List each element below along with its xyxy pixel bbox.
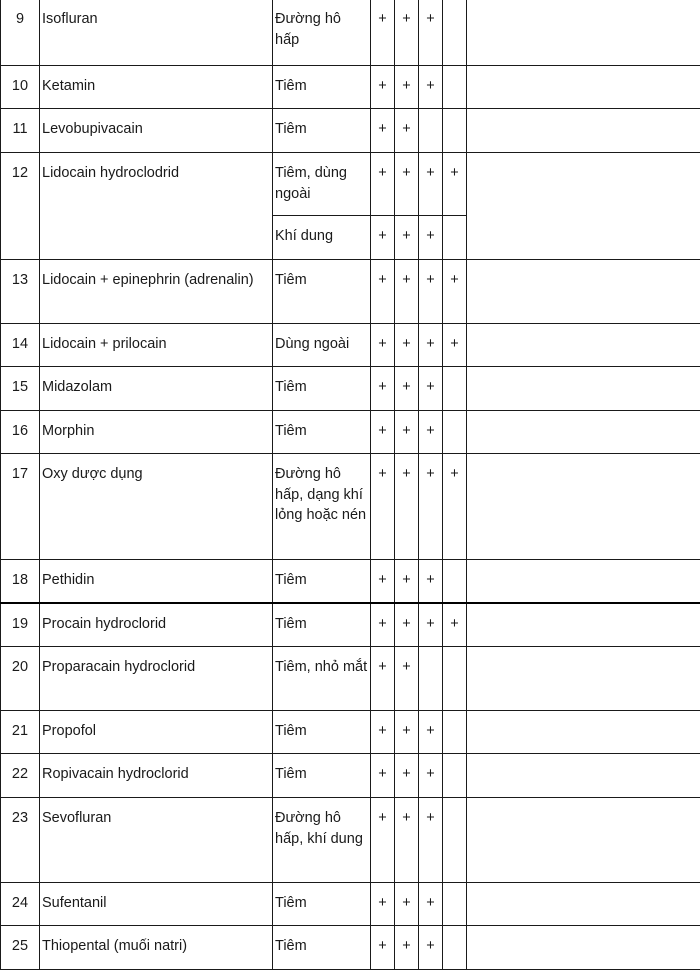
notes-cell (467, 603, 700, 647)
row-number: 24 (1, 883, 40, 926)
level-mark: + (371, 260, 395, 324)
drug-name: Sevofluran (40, 798, 273, 883)
drug-name: Lidocain hydroclodrid (40, 153, 273, 260)
route-of-administration: Tiêm (273, 603, 371, 647)
level-mark: + (371, 324, 395, 367)
level-mark: + (371, 711, 395, 754)
drug-name: Oxy dược dụng (40, 454, 273, 560)
level-mark: + (395, 798, 419, 883)
row-number: 9 (1, 0, 40, 66)
table-row (1, 0, 700, 66)
level-mark (443, 367, 467, 411)
route-of-administration: Dùng ngoài (273, 324, 371, 367)
notes-cell (467, 883, 700, 926)
level-mark: + (395, 66, 419, 109)
level-mark: + (419, 66, 443, 109)
level-mark: + (395, 711, 419, 754)
notes-cell (467, 754, 700, 798)
level-mark: + (443, 324, 467, 367)
table-row (1, 411, 700, 454)
table-row (1, 324, 700, 367)
route-of-administration: Tiêm, dùng ngoài (273, 153, 371, 216)
level-mark: + (419, 153, 443, 216)
route-of-administration: Tiêm (273, 883, 371, 926)
route-of-administration: Đường hô hấp (273, 0, 371, 66)
level-mark (443, 647, 467, 711)
level-mark: + (371, 367, 395, 411)
table-row (1, 798, 700, 883)
drug-name: Sufentanil (40, 883, 273, 926)
row-number: 21 (1, 711, 40, 754)
route-of-administration: Tiêm (273, 109, 371, 153)
drug-name: Lidocain + prilocain (40, 324, 273, 367)
row-number: 19 (1, 603, 40, 647)
level-mark: + (419, 883, 443, 926)
table-row (1, 260, 700, 324)
drug-name: Midazolam (40, 367, 273, 411)
drug-name: Propofol (40, 711, 273, 754)
level-mark: + (395, 926, 419, 970)
level-mark: + (395, 754, 419, 798)
level-mark: + (371, 411, 395, 454)
level-mark: + (443, 153, 467, 216)
level-mark: + (419, 260, 443, 324)
notes-cell (467, 798, 700, 883)
level-mark: + (371, 454, 395, 560)
level-mark: + (395, 883, 419, 926)
table-row (1, 754, 700, 798)
level-mark: + (395, 260, 419, 324)
notes-cell (467, 153, 700, 260)
table-row (1, 603, 700, 647)
route-of-administration: Đường hô hấp, dạng khí lỏng hoặc nén (273, 454, 371, 560)
table-row (1, 647, 700, 711)
table-row (1, 560, 700, 603)
route-of-administration: Tiêm (273, 367, 371, 411)
level-mark: + (395, 411, 419, 454)
row-number: 25 (1, 926, 40, 970)
table-row (1, 109, 700, 153)
level-mark (443, 216, 467, 260)
drug-name: Ropivacain hydroclorid (40, 754, 273, 798)
level-mark: + (371, 883, 395, 926)
drug-name: Morphin (40, 411, 273, 454)
row-number: 13 (1, 260, 40, 324)
row-number: 17 (1, 454, 40, 560)
route-of-administration: Tiêm, nhỏ mắt (273, 647, 371, 711)
level-mark (443, 411, 467, 454)
notes-cell (467, 454, 700, 560)
level-mark: + (371, 798, 395, 883)
level-mark (443, 560, 467, 603)
route-of-administration: Tiêm (273, 926, 371, 970)
level-mark: + (419, 216, 443, 260)
level-mark: + (419, 454, 443, 560)
route-of-administration: Tiêm (273, 560, 371, 603)
drug-name: Lidocain + epinephrin (adrenalin) (40, 260, 273, 324)
level-mark: + (419, 324, 443, 367)
level-mark: + (371, 216, 395, 260)
row-number: 10 (1, 66, 40, 109)
row-number: 23 (1, 798, 40, 883)
route-of-administration: Tiêm (273, 754, 371, 798)
route-of-administration: Đường hô hấp, khí dung (273, 798, 371, 883)
notes-cell (467, 560, 700, 603)
level-mark (443, 883, 467, 926)
table-row (1, 367, 700, 411)
level-mark: + (371, 926, 395, 970)
level-mark: + (443, 454, 467, 560)
level-mark: + (419, 711, 443, 754)
level-mark: + (419, 367, 443, 411)
level-mark: + (443, 260, 467, 324)
notes-cell (467, 411, 700, 454)
drug-name: Proparacain hydroclorid (40, 647, 273, 711)
level-mark: + (371, 603, 395, 647)
level-mark (419, 109, 443, 153)
row-number: 11 (1, 109, 40, 153)
notes-cell (467, 711, 700, 754)
level-mark (443, 109, 467, 153)
route-of-administration: Tiêm (273, 411, 371, 454)
row-number: 16 (1, 411, 40, 454)
level-mark: + (371, 647, 395, 711)
level-mark: + (419, 798, 443, 883)
drug-name: Isofluran (40, 0, 273, 66)
row-number: 15 (1, 367, 40, 411)
table-row (1, 926, 700, 970)
level-mark: + (443, 603, 467, 647)
level-mark (443, 711, 467, 754)
table-row (1, 454, 700, 560)
notes-cell (467, 0, 700, 66)
level-mark (443, 798, 467, 883)
notes-cell (467, 926, 700, 970)
notes-cell (467, 66, 700, 109)
level-mark: + (371, 560, 395, 603)
drug-name: Procain hydroclorid (40, 603, 273, 647)
drug-name: Thiopental (muối natri) (40, 926, 273, 970)
level-mark: + (395, 647, 419, 711)
level-mark (419, 647, 443, 711)
row-number: 14 (1, 324, 40, 367)
level-mark: + (395, 216, 419, 260)
table-row (1, 711, 700, 754)
drug-name: Levobupivacain (40, 109, 273, 153)
level-mark: + (395, 324, 419, 367)
notes-cell (467, 260, 700, 324)
route-of-administration: Tiêm (273, 260, 371, 324)
level-mark: + (371, 754, 395, 798)
level-mark: + (419, 560, 443, 603)
notes-cell (467, 324, 700, 367)
notes-cell (467, 109, 700, 153)
route-of-administration: Tiêm (273, 66, 371, 109)
level-mark: + (395, 367, 419, 411)
level-mark: + (395, 603, 419, 647)
route-of-administration: Tiêm (273, 711, 371, 754)
level-mark: + (371, 153, 395, 216)
level-mark: + (395, 153, 419, 216)
level-mark: + (371, 66, 395, 109)
drug-name: Ketamin (40, 66, 273, 109)
level-mark (443, 66, 467, 109)
level-mark: + (419, 0, 443, 66)
table-row (1, 66, 700, 109)
level-mark: + (371, 109, 395, 153)
level-mark: + (395, 109, 419, 153)
level-mark: + (395, 454, 419, 560)
level-mark (443, 754, 467, 798)
level-mark: + (419, 603, 443, 647)
level-mark: + (371, 0, 395, 66)
level-mark: + (419, 926, 443, 970)
notes-cell (467, 367, 700, 411)
row-number: 12 (1, 153, 40, 260)
row-number: 20 (1, 647, 40, 711)
table-row (1, 883, 700, 926)
notes-cell (467, 647, 700, 711)
row-number: 22 (1, 754, 40, 798)
level-mark: + (395, 560, 419, 603)
level-mark: + (395, 0, 419, 66)
level-mark (443, 926, 467, 970)
level-mark: + (419, 754, 443, 798)
row-number: 18 (1, 560, 40, 603)
table-row (1, 153, 700, 216)
route-of-administration: Khí dung (273, 216, 371, 260)
level-mark (443, 0, 467, 66)
drug-name: Pethidin (40, 560, 273, 603)
level-mark: + (419, 411, 443, 454)
